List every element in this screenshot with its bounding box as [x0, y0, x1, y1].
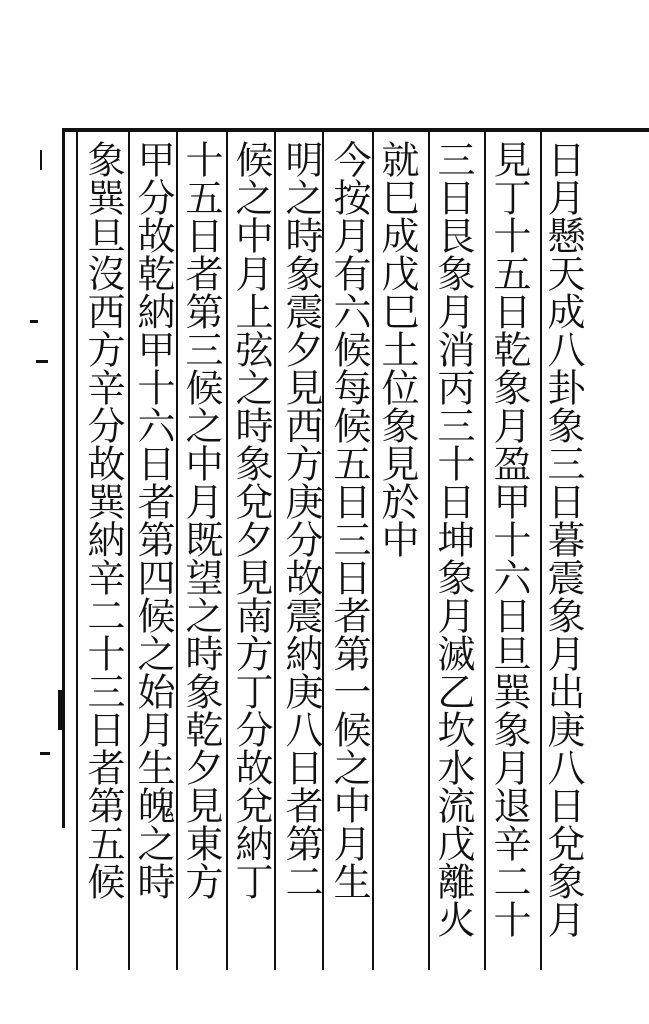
text-column-10: 象巽旦沒西方辛分故巽納辛二十三日者第五候	[81, 140, 125, 900]
text-column-1: 日月懸天成八卦象三日暮震象月出庚八日兌象月	[541, 140, 585, 938]
text-column-3: 三日艮象月消丙三十日坤象月滅乙坎水流戊離火	[431, 140, 475, 938]
gutter-mark	[58, 690, 63, 730]
text-column-5: 今按月有六候每候五日三日者第一候之中月生	[327, 140, 371, 900]
text-column-8: 十五日者第三候之中月既望之時象乾夕見東方	[179, 140, 223, 900]
text-column-2: 見丁十五日乾象月盈甲十六日旦巽象月退辛二十	[487, 140, 531, 938]
gutter-mark	[40, 752, 50, 755]
text-column-7: 候之中月上弦之時象兌夕見南方丁分故兌納丁	[229, 140, 273, 900]
gutter-mark	[40, 150, 42, 170]
gutter-mark	[36, 360, 48, 363]
text-column-6: 明之時象震夕見西方庚分故震納庚八日者第二	[279, 140, 323, 900]
gutter-mark	[30, 320, 38, 323]
text-column-9: 甲分故乾納甲十六日者第四候之始月生魄之時	[131, 140, 175, 900]
text-column-4: 就巳成戊巳土位象見於中	[375, 140, 419, 558]
top-border-rule	[64, 128, 649, 132]
